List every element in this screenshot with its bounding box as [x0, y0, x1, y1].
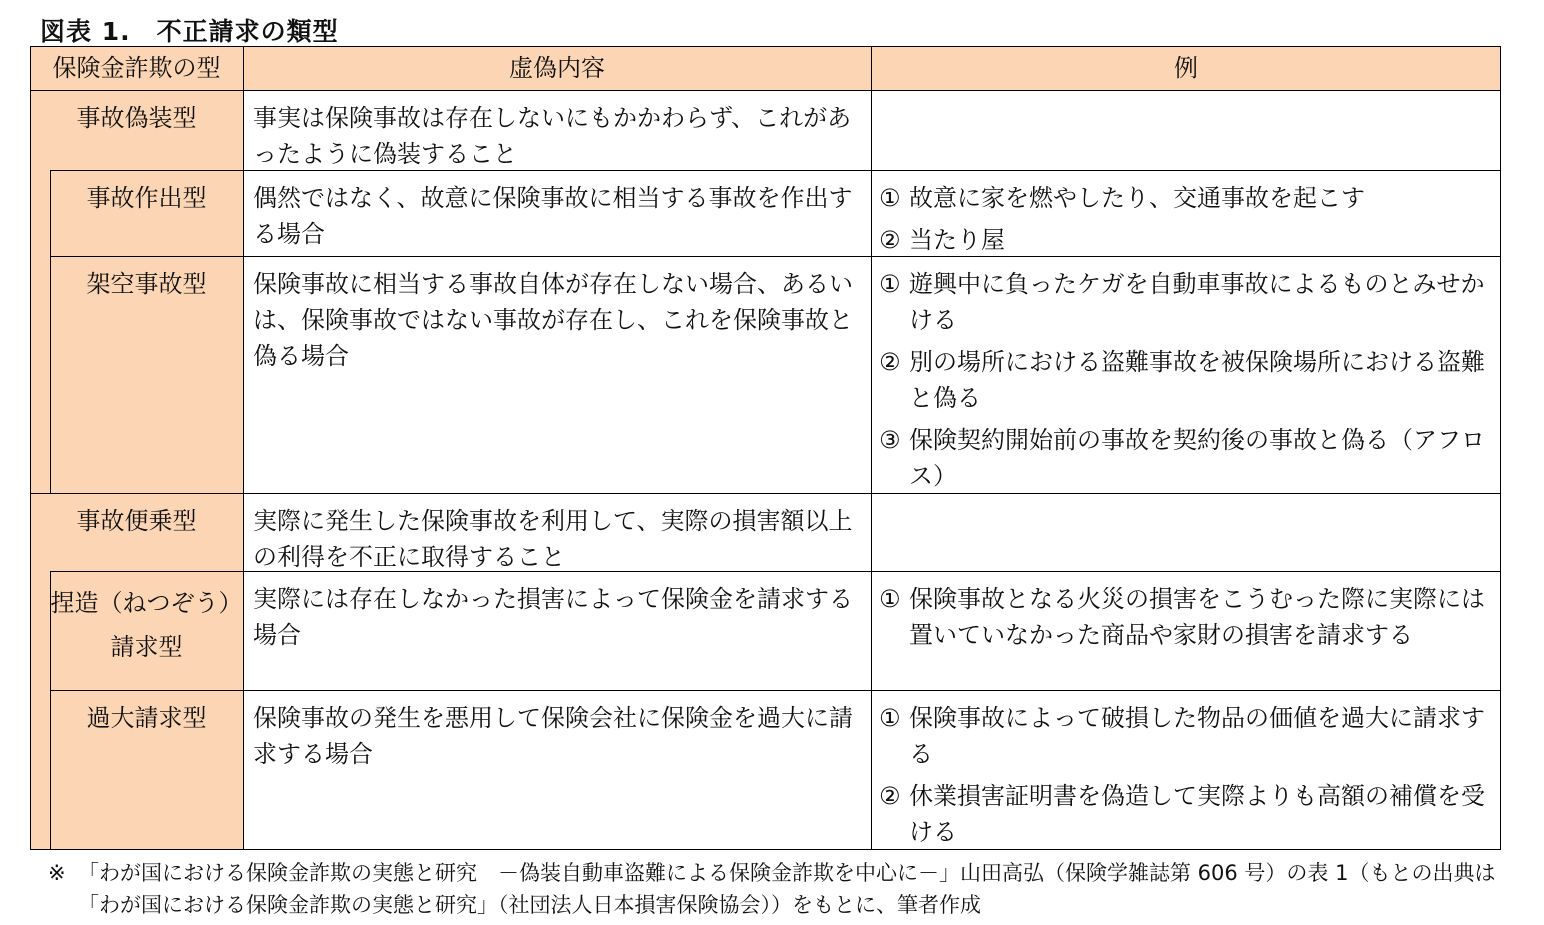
- content-cell-fabricated: 実際には存在しなかった損害によって保険金を請求する場合: [253, 585, 853, 649]
- row-divider: [50, 571, 1501, 572]
- example-cell-fabricated: [871, 571, 1501, 690]
- column-divider: [243, 46, 244, 850]
- type-cell-opportunistic: 事故便乗型: [30, 493, 243, 571]
- list-item: ① 遊興中に負ったケガを自動車事故によるものとみせかける: [879, 270, 1485, 334]
- figure-title: 図表 1. 不正請求の類型: [40, 17, 339, 46]
- footnote-text: 「わが国における保険金詐欺の実態と研究 －偽装自動車盗難による保険金詐欺を中心に－」山田高弘（保険学雑誌第 606 号）の表 1（もとの出典は「わが国における保険金詐欺の実態と研究」（社団法人日本損害保険協会））をもとに、筆者作成: [78, 861, 1496, 917]
- example-cell-manufactured: [871, 170, 1501, 256]
- example-cell-staged: [871, 90, 1501, 170]
- row-divider: [50, 170, 1501, 171]
- list-item: ③ 保険契約開始前の事故を契約後の事故と偽る（アフロス）: [879, 426, 1485, 490]
- table-border: [1500, 46, 1501, 850]
- list-item: ② 当たり屋: [879, 226, 1005, 254]
- header-type: 保険金詐欺の型: [30, 46, 243, 90]
- example-cell-opportunistic: [871, 493, 1501, 571]
- list-item: ① 保険事故となる火災の損害をこうむった際に実際には置いていなかった商品や家財の損害を請求する: [879, 585, 1485, 649]
- content-cell-fictitious: 保険事故に相当する事故自体が存在しない場合、あるいは、保険事故ではない事故が存在し、これを保険事故と偽る場合: [253, 270, 853, 370]
- list-item: ② 別の場所における盗難事故を被保険場所における盗難と偽る: [879, 348, 1485, 412]
- row-divider: [50, 690, 1501, 691]
- column-divider: [871, 46, 872, 850]
- row-divider: [30, 90, 1501, 91]
- header-content: 虚偽内容: [243, 46, 871, 90]
- list-item: ① 故意に家を燃やしたり、交通事故を起こす: [879, 184, 1365, 212]
- footnote-mark: ※: [48, 861, 66, 885]
- table-border: [30, 46, 1501, 47]
- row-divider: [50, 256, 1501, 257]
- content-cell-opportunistic: 実際に発生した保険事故を利用して、実際の損害額以上の利得を不正に取得すること: [253, 507, 853, 571]
- type-cell-manufactured: 事故作出型: [50, 170, 243, 256]
- row-divider: [30, 493, 1501, 494]
- group-strip-staged: [30, 170, 50, 493]
- type-cell-fictitious: 架空事故型: [50, 256, 243, 493]
- content-cell-excessive: 保険事故の発生を悪用して保険会社に保険金を過大に請求する場合: [253, 704, 853, 768]
- table-border: [30, 849, 1501, 850]
- type-cell-excessive: 過大請求型: [50, 690, 243, 850]
- group-strip-opportunistic: [30, 571, 50, 850]
- list-item: ① 保険事故によって破損した物品の価値を過大に請求する: [879, 704, 1485, 768]
- indent-divider: [50, 170, 51, 493]
- type-cell-staged: 事故偽装型: [30, 90, 243, 170]
- content-cell-staged: 事実は保険事故は存在しないにもかかわらず、これがあったように偽装すること: [253, 104, 852, 168]
- footnote: [48, 857, 1498, 921]
- table-border: [30, 46, 31, 850]
- example-cell-excessive: [871, 690, 1501, 850]
- list-item: ② 休業損害証明書を偽造して実際よりも高額の補償を受ける: [879, 782, 1485, 846]
- indent-divider: [50, 571, 51, 850]
- content-cell-manufactured: 偶然ではなく、故意に保険事故に相当する事故を作出する場合: [253, 184, 853, 248]
- type-cell-fabricated: 捏造（ねつぞう） 請求型: [50, 571, 243, 690]
- header-example: 例: [871, 46, 1501, 90]
- fraud-types-table: [30, 46, 1501, 850]
- example-cell-fictitious: [871, 256, 1501, 493]
